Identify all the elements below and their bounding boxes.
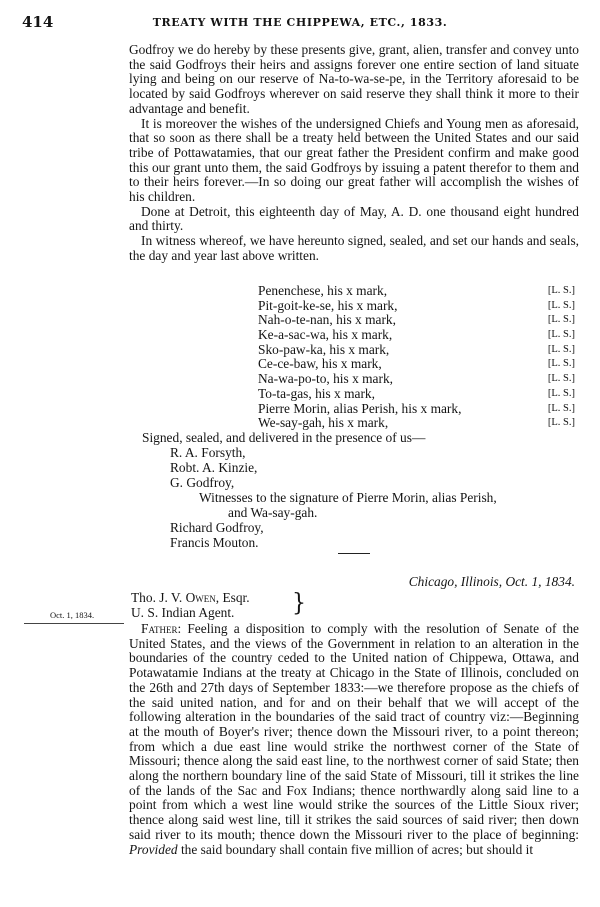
signer-row: [258, 372, 578, 387]
seal-mark: [L. S.]: [547, 314, 575, 326]
signer-row: [258, 402, 578, 417]
signer-name: Pit-goit-ke-se, his x mark,: [258, 297, 398, 313]
brace-mark: }: [292, 589, 306, 618]
signer-name: Ce-ce-baw, his x mark,: [258, 356, 382, 372]
signer-row: [258, 387, 578, 402]
signer-name: We-say-gah, his x mark,: [258, 415, 389, 431]
witness-note: Witnesses to the signature of Pierre Morin, alias Perish,: [199, 490, 497, 505]
signer-name: Penenchese, his x mark,: [258, 283, 388, 298]
salutation: Father:: [141, 621, 182, 636]
paragraph-grant: Godfroy we do hereby by these presents give, grant, alien, transfer and convey unto the said Godfroys their heirs and assigns forever one entire section of land situate lying and being on our reserve of Na-to-wa-se-pe, in the Territory aforesaid to be located by said Godfroys wherever on said reserve they shall think it more to their advantage and benefit.: [129, 42, 579, 116]
witness-intro: Signed, sealed, and delivered in the presence of us—: [142, 430, 426, 445]
seal-mark: [L. S.]: [547, 329, 575, 341]
seal-mark: [L. S.]: [547, 402, 575, 414]
letter-dateline: Chicago, Illinois, Oct. 1, 1834.: [408, 574, 575, 589]
witness-note: and Wa-say-gah.: [228, 505, 318, 520]
signer-row: [258, 284, 578, 299]
addressee-surname: Owen: [185, 590, 216, 605]
signer-row: [258, 357, 578, 372]
paragraph-wishes: It is moreover the wishes of the undersigned Chiefs and Young men as aforesaid, that so soon as there shall be a treaty held between the United States and our said tribe of Pottawatamies, that our great father the President confirm and make good this our grant unto them, the said Godfroys by issuing a patent therefor to them and to their heirs forever.—In so doing our great father will accomplish the wishes of his children.: [129, 115, 579, 205]
signer-row: [258, 313, 578, 328]
seal-mark: [L. S.]: [547, 343, 575, 355]
seal-mark: [L. S.]: [547, 417, 575, 429]
signer-name: Pierre Morin, alias Perish, his x mark,: [258, 400, 462, 416]
provided-term: Provided: [129, 841, 178, 857]
seal-mark: [L. S.]: [547, 285, 575, 296]
page-header: [22, 13, 578, 31]
running-title: TREATY WITH THE CHIPPEWA, ETC., 1833.: [152, 16, 448, 29]
seal-mark: [L. S.]: [547, 358, 575, 370]
addressee-title: U. S. Indian Agent.: [131, 605, 235, 620]
seal-mark: [L. S.]: [547, 387, 575, 399]
margin-note-date: Oct. 1, 1834.: [50, 610, 95, 620]
signer-name: Na-wa-po-to, his x mark,: [258, 371, 393, 387]
signer-name: Ke-a-sac-wa, his x mark,: [258, 327, 393, 343]
treaty-text-block: [129, 43, 579, 264]
addressee-suffix: , Esqr.: [215, 590, 250, 605]
signer-row: [258, 416, 578, 431]
margin-rule: [24, 623, 124, 624]
letter-text: Feeling a disposition to comply with the resolution of Senate of the United States, and the views of the Government in relation to an alteration in the boundaries of the country ceded to the United nation of Chippewa, Ottawa, and Potawatamie Indians at the treaty at Chicago in the State of Illinois, concluded on the 26th and 27th days of September 1833:—we therefore propose as the chiefs of the said united nation, and for and on their behalf that we will accept of the following alteration in the boundaries of the said tract of country viz:—Beginning at the mouth of Boyer's river; thence down the Missouri river, to a point thereon; from which a due east line would strike the northwest corner of the State of Missouri; thence along the said east line, to the northwest corner of said State; then along the northern boundary line of the said State of Missouri, till it strikes the line of the lands of the Sac and Fox Indians; thence northwardly along said line to a point from which a west line would strike the sources of the Little Sioux river; thence along said west line, till it strikes the said sources of said river; then down said river to its mouth; thence down the Missouri river to the place of beginning:: [129, 621, 579, 842]
addressee-prefix: Tho. J. V.: [131, 590, 186, 605]
witness-name: R. A. Forsyth,: [170, 445, 246, 460]
seal-mark: [L. S.]: [547, 299, 575, 311]
letter-body: [129, 622, 579, 857]
page-number: 414: [22, 13, 54, 31]
addressee-name: [131, 590, 250, 605]
signers-list: [258, 284, 578, 431]
signer-name: Nah-o-te-nan, his x mark,: [258, 312, 396, 328]
paragraph-done-at: Done at Detroit, this eighteenth day of May, A. D. one thousand eight hundred and thirty.: [129, 203, 579, 234]
signer-name: Sko-paw-ka, his x mark,: [258, 341, 390, 357]
signer-row: [258, 299, 578, 314]
section-divider: [338, 553, 370, 554]
witness-name: Richard Godfroy,: [170, 520, 264, 535]
witness-name: Francis Mouton.: [170, 535, 259, 550]
witness-name: G. Godfroy,: [170, 475, 235, 490]
witness-name: Robt. A. Kinzie,: [170, 460, 258, 475]
signer-name: To-ta-gas, his x mark,: [258, 385, 375, 401]
letter-text-end: the said boundary shall contain five million of acres; but should it: [177, 841, 534, 857]
signer-row: [258, 328, 578, 343]
letter-paragraph: [129, 622, 579, 857]
paragraph-in-witness: In witness whereof, we have hereunto signed, sealed, and set our hands and seals, the day and year last above written.: [129, 233, 579, 263]
signer-row: [258, 343, 578, 358]
seal-mark: [L. S.]: [547, 373, 575, 385]
